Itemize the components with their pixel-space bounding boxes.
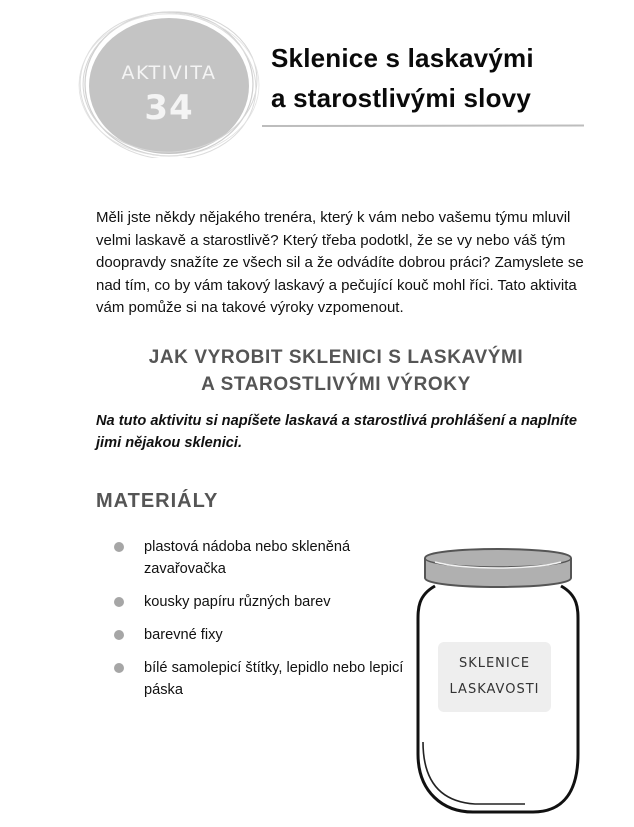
jar-label-line-2: LASKAVOSTI bbox=[449, 682, 540, 697]
bullet-icon bbox=[114, 542, 124, 552]
howto-heading bbox=[96, 344, 576, 398]
title-line-1: Sklenice s laskavými bbox=[271, 43, 534, 73]
jar-label bbox=[438, 642, 551, 712]
howto-instructions: Na tuto aktivitu si napíšete laskavá a starostlivá prohlášení a naplníte jimi nějakou sklenici. bbox=[96, 413, 577, 451]
list-item-text: bílé samolepicí štítky, lepidlo nebo lepicí páska bbox=[144, 660, 404, 698]
intro-paragraph: Měli jste někdy nějakého trenéra, který k vám nebo vašemu týmu mluvil velmi laskavě a starostlivě? Který třeba podotkl, že se vy nebo váš tým doopravdy snažíte ze všech sil a že odvádíte dobrou práci? Zamyslete se nad tím, co by vám takový laskavý a pečující kouč mohl říci. Tato aktivita vám pomůže si na takové výroky vzpomenout. bbox=[96, 209, 584, 316]
list-item bbox=[114, 657, 404, 701]
activity-badge bbox=[74, 8, 264, 158]
bullet-icon bbox=[114, 663, 124, 673]
list-item bbox=[114, 591, 404, 613]
bullet-icon bbox=[114, 597, 124, 607]
list-item bbox=[114, 536, 404, 580]
list-item-text: barevné fixy bbox=[144, 627, 223, 643]
list-item-text: plastová nádoba nebo skleněná zavařovačka bbox=[144, 539, 351, 577]
jar-illustration bbox=[413, 544, 583, 816]
title-line-2: a starostlivými slovy bbox=[271, 83, 531, 113]
page-title bbox=[271, 38, 621, 118]
list-item-text: kousky papíru různých barev bbox=[144, 594, 331, 610]
bullet-icon bbox=[114, 630, 124, 640]
activity-number: 34 bbox=[144, 88, 194, 128]
jar-label-line-1: SKLENICE bbox=[458, 656, 531, 671]
materials-heading: MATERIÁLY bbox=[96, 490, 219, 512]
badge-label: AKTIVITA bbox=[121, 62, 217, 84]
howto-heading-line-2: A STAROSTLIVÝMI VÝROKY bbox=[201, 374, 471, 395]
title-divider bbox=[262, 124, 584, 127]
howto-heading-line-1: JAK VYROBIT SKLENICI S LASKAVÝMI bbox=[148, 347, 524, 368]
materials-list bbox=[114, 536, 404, 712]
list-item bbox=[114, 624, 404, 646]
